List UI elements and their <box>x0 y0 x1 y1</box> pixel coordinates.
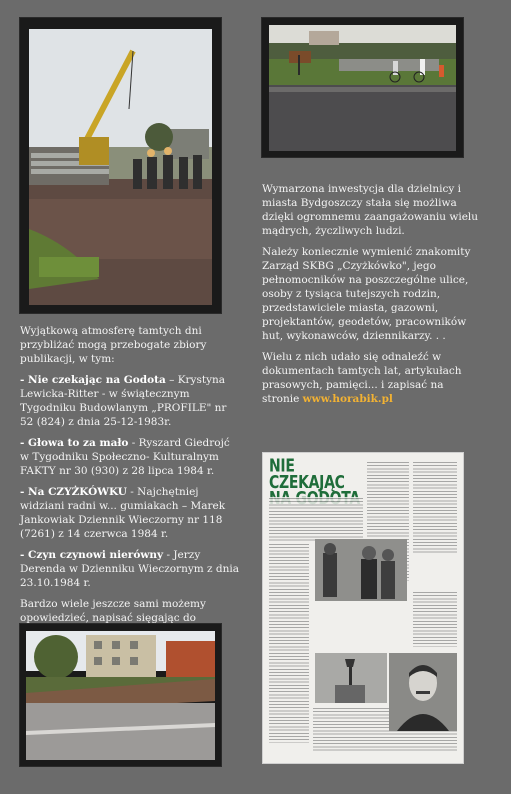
publication-details: - Ryszard Giedrojć w Tygodniku Społeczno- Kulturalnym FAKTY nr 30 (930) z 28 lipca 1984 r. <box>20 437 230 477</box>
website-link[interactable]: www.horabik.pl <box>302 393 393 405</box>
newspaper-clipping <box>262 452 464 764</box>
photo-frame-road <box>262 18 463 157</box>
newspaper-photo-people <box>315 539 407 601</box>
right-paragraph-3-text: Wielu z nich udało się odnaleźć w dokumentach tamtych lat, artykułach prasowych, pamięci... i zapisać na stronie <box>262 351 462 405</box>
photo-frame-crane <box>20 18 221 313</box>
newspaper-photo-monument <box>315 653 387 703</box>
newspaper-text-column <box>413 591 457 647</box>
closing-paragraph: Bardzo wiele jeszcze sami możemy opowiedzieć, napisać sięgając do <box>20 598 206 624</box>
newspaper-text-column <box>413 461 457 555</box>
newspaper-text-column <box>269 497 363 541</box>
publication-details: – Krystyna Lewicka-Ritter - w świątecznym Tygodniku Budowlanym „PROFILE" nr 52 (824) z dnia 25-12-1983r. <box>20 374 227 428</box>
newspaper-text-column <box>269 543 309 743</box>
newspaper-headline: NIE CZEKAJĄC <box>269 456 345 493</box>
publication-details: - Najchętniej widziani radni w... gumiakach – Marek Jankowiak Dziennik Wieczorny nr 118 (7261) z 14 czerwca 1984 r. <box>20 486 226 540</box>
newspaper-photo-portrait <box>389 653 457 731</box>
publication-title: - Na CZYŻKÓWKU <box>20 486 127 498</box>
publication-item <box>20 436 242 478</box>
publication-title: - Czyn czynowi nierówny <box>20 549 164 561</box>
right-paragraph-3 <box>262 350 482 406</box>
intro-paragraph: Wyjątkową atmosferę tamtych dni przybliżać mogą przebogate zbiory publikacji, w tym: <box>20 325 207 365</box>
photo-crane-pipes <box>29 29 212 305</box>
photo-road-cyclists <box>269 25 456 151</box>
photo-frame-street <box>20 624 221 766</box>
left-text-block <box>20 324 242 646</box>
right-paragraph-1: Wymarzona inwestycja dla dzielnicy i miasta Bydgoszczy stała się możliwa dzięki ogromnemu zaangażowaniu wielu mądrych, życzliwych ludzi. <box>262 183 479 237</box>
publication-item <box>20 548 242 590</box>
right-text-block <box>262 182 482 413</box>
publication-title: - Głowa to za mało <box>20 437 129 449</box>
right-paragraph-2: Należy koniecznie wymienić znakomity Zarząd SKBG „Czyżkówko", jego pełnomocników na poszczególne ulice, osoby z tysiąca tutejszych rodzin, przedstawiciele miasta, gazowni, projektantów, geodetów, pracowników hut, wykonawców, dziennikarzy. . . <box>262 246 471 342</box>
publication-item <box>20 485 242 541</box>
publication-title: - Nie czekając na Godota <box>20 374 166 386</box>
photo-street-works <box>26 631 215 760</box>
publication-details: - Jerzy Derenda w Dzienniku Wieczornym z dnia 23.10.1984 r. <box>20 549 240 589</box>
publication-item <box>20 373 242 429</box>
